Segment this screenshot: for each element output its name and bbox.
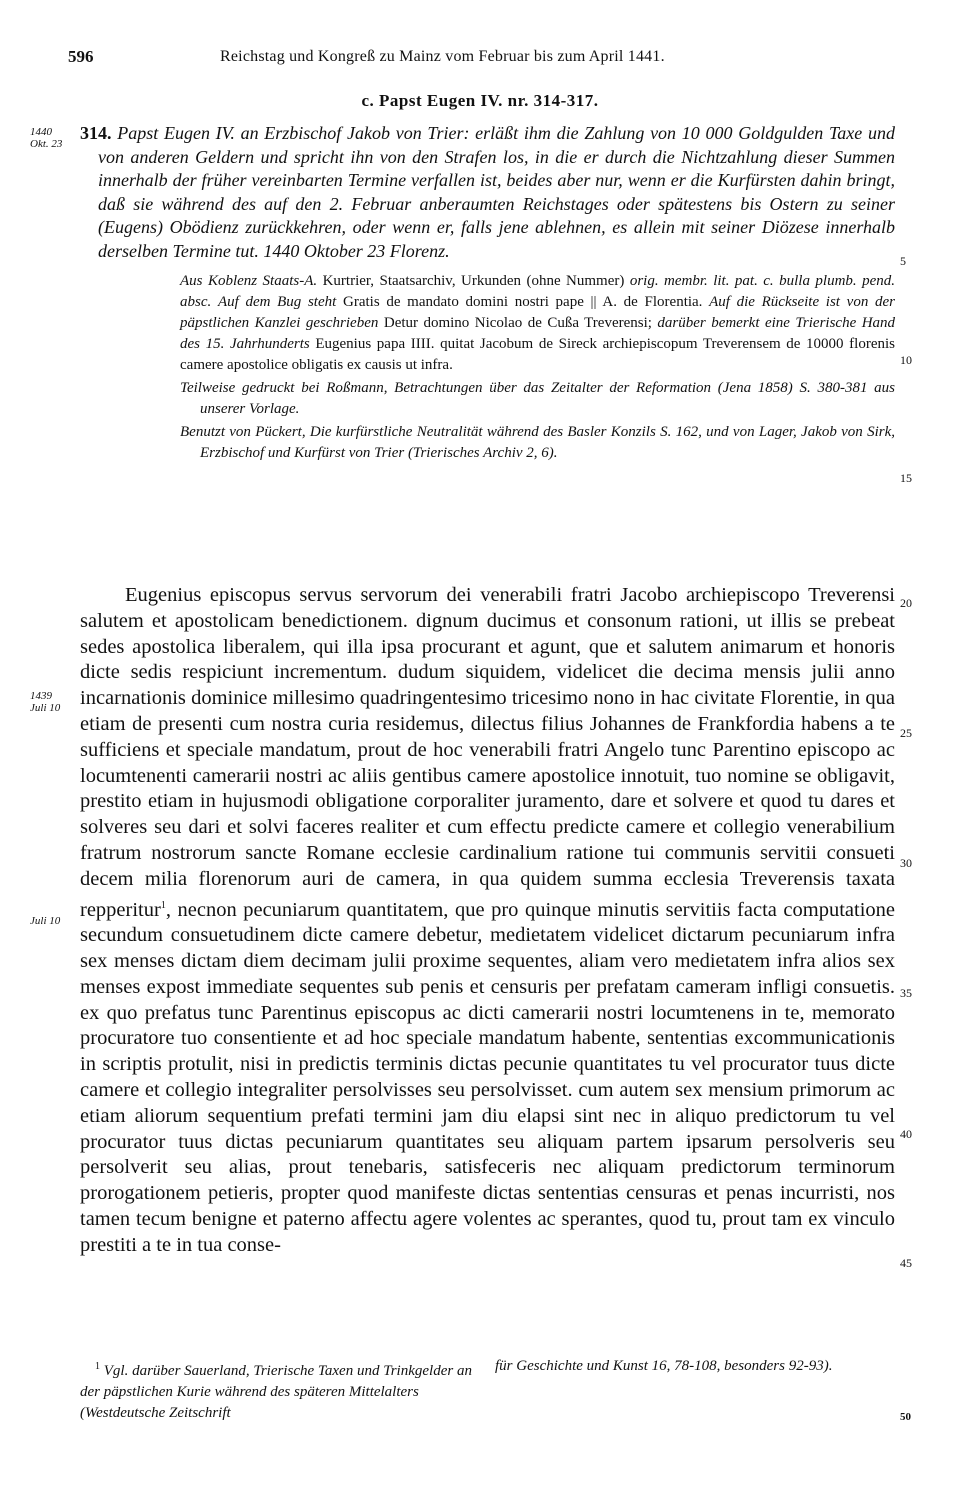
source-collection: Kurtrier, Staatsarchiv, Urkunden (ohne Nummer)	[322, 273, 625, 289]
regest-text: Papst Eugen IV. an Erzbischof Jakob von Trier: erläßt ihm die Zahlung von 10 000 Goldgulden Taxe und von anderen Geldern und spricht ihn von den Strafen los, in die er durch die Nichtzahlung dieser Summen innerhalb der früher vereinbarten Termine verfallen ist, beides aber nur, wenn er die Kurfürsten dahin bringt, daß sie während des auf den 2. Februar anberaumten Reichstages oder spätestens bis Ostern zu seiner (Eugens) Obödienz zurückkehren, oder wenn er, falls jene ablehnen, es allein mit seiner Diözese innerhalb derselben Termine tut.	[98, 123, 896, 261]
footnote-right-column: für Geschichte und Kunst 16, 78-108, besonders 92-93).	[495, 1358, 833, 1374]
line-number-5: 5	[900, 254, 906, 268]
margin-date-day: Juli 10	[30, 702, 61, 714]
dorsal-note-hand: darüber bemerkt eine Trierische Hand des 15. Jahrhunderts	[180, 315, 896, 352]
line-number-30: 30	[900, 856, 912, 870]
latin-paragraph	[80, 583, 895, 1259]
margin-date-1439	[30, 690, 60, 714]
source-note	[180, 271, 895, 376]
margin-date-juli-10: Juli 10	[30, 915, 61, 927]
line-number-25: 25	[900, 726, 912, 740]
line-number-40: 40	[900, 1127, 912, 1141]
printed-note: Teilweise gedruckt bei Roßmann, Betrachtungen über das Zeitalter der Reformation (Jena 1858) S. 380-381 aus unserer Vorlage.	[180, 380, 895, 417]
page-header	[0, 47, 960, 71]
latin-text-part-2: , necnon pecuniarum quantitatem, que pro quinque minutis servitiis facta computatione secundum consuetudinem dicte camere debetur, medietatem videlicet dictarum pecuniarum infra sex menses dictam diem decimam julii proxime sequentes, aliam vero medietatem infra alios sex menses expost immediate sequentes sub penis et censuris per prefatam cameram infligi consuetis. ex quo prefatus tunc Parentinus episcopus ac dicti camerarii nostri locumtenens in te, memorato procuratore tuo consentiente et ad hoc speciale mandatum habente, sententias excommunicationis in scriptis protulit, nisi in predictis terminis dictas pecunie quantitates tu vel procurator tuus dicte camere et collegio integraliter persolvisses seu persolvisset. cum autem sex mensium primorum ac etiam aliorum sequentium prefati termini jam diu elapsi sint nec in aliquo predictorum tu vel procurator tuus dictas pecuniarum quantitates seu aliquam partem ipsarum persolveris seu persolverit seu alias, prout tenebaris, satisfeceris nec aliquam predictorum terminorum prorogationem petieris, propter quod manifeste dictas sententias censuras et penas incurristi, nos tamen tecum benigne et paterno affectu agere volentes ac sperantes, quod tu, prout tam ex vinculo prestiti a te in tua conse-	[80, 898, 895, 1256]
line-number-15: 15	[900, 471, 912, 485]
regest-date: 1440 Oktober 23 Florenz.	[263, 240, 450, 261]
used-note: Benutzt von Pückert, Die kurfürstliche Neutralität während des Basler Konzils S. 162, und von Lager, Jakob von Sirk, Erzbischof und Kurfürst von Trier (Trierisches Archiv 2, 6).	[180, 424, 895, 461]
latin-text-part-1: Eugenius episcopus servus servorum dei venerabili fratri Jacobo archiepiscopo Treverensi salutem et apostolicam benedictionem. dignum ducimus et consonum rationi, ut illis se prebeat sedes apostolica liberalem, qui illa ipsa procurant et agunt, que et salutem animarum et honoris dicte sedis respiciunt incrementum. dudum siquidem, videlicet die decima mensis julii anno incarnationis dominice millesimo quadringentesimo tricesimo nono in hac civitate Florentie, in qua etiam de presenti cum nostra curia residemus, dilectus filius Johannes de Frankfordia habens a te sufficiens et speciale mandatum, prout de hoc venerabili fratri Angelo tunc Parentino episcopo ac locumtenenti camerarii nostri ac aliis gentibus camere apostolice innotuit, tuo nomine se obligavit, prestito etiam in hujusmodi obligatione corporaliter juramento, dare et solvere et quod tu dares et solveres seu dari et solvi faceres realiter et cum effectu predicte camere et collegio venerabilium fratrum nostrorum sancte Romane ecclesie cardinalium ratione tui communis servitii consueti decem milia florenorum auri de camera, in qua quidem summa ecclesia Treverensis taxata repperitur	[80, 584, 895, 921]
margin-date-1440	[30, 126, 62, 150]
line-number-45: 45	[900, 1256, 912, 1270]
bug-note-label: Auf dem Bug steht	[217, 294, 337, 310]
section-title: c. Papst Eugen IV. nr. 314-317.	[361, 91, 599, 110]
signature-mark: 50	[900, 1411, 911, 1423]
margin-date-year: 1440	[30, 126, 52, 138]
line-number-20: 20	[900, 596, 912, 610]
regest-block	[80, 122, 895, 464]
dorsal-note-content: Eugenius papa IIII. quitat Jacobum de Sireck archiepiscopum Treverensem de 10000 florenis camere apostolice obligatis ex causis ut infra.	[180, 336, 895, 373]
main-latin-text	[80, 583, 895, 1259]
dorsal-note-text: Detur domino Nicolao de Cußa Treverensi;	[383, 315, 652, 331]
margin-date-day: Okt. 23	[30, 138, 63, 150]
line-number-10: 10	[900, 353, 912, 367]
page-number: 596	[68, 47, 94, 66]
document-number: 314.	[80, 123, 112, 143]
bug-note-text: Gratis de mandato domini nostri pape || A. de Florentia.	[343, 294, 703, 310]
footnote-text-left: Vgl. darüber Sauerland, Trierische Taxen und Trinkgelder an der päpstlichen Kurie während des späteren Mittelalters (Westdeutsche Zeitschrift	[80, 1363, 472, 1421]
source-archive: Aus Koblenz Staats-A.	[180, 273, 318, 289]
regest	[80, 122, 895, 263]
footnote-left-column	[80, 1356, 475, 1424]
footnote-reference[interactable]: 1	[160, 899, 166, 911]
critical-apparatus	[180, 271, 895, 464]
line-number-35: 35	[900, 986, 912, 1000]
dorsal-note-label: Auf die Rückseite ist von der päpstlichen Kanzlei geschrieben	[180, 294, 895, 331]
source-description: orig. membr. lit. pat. c. bulla plumb. pend. absc.	[180, 273, 896, 310]
running-head: Reichstag und Kongreß zu Mainz vom Februar bis zum April 1441.	[220, 48, 665, 65]
margin-date-year: 1439	[30, 690, 52, 702]
footnote-number: 1	[95, 1361, 100, 1372]
